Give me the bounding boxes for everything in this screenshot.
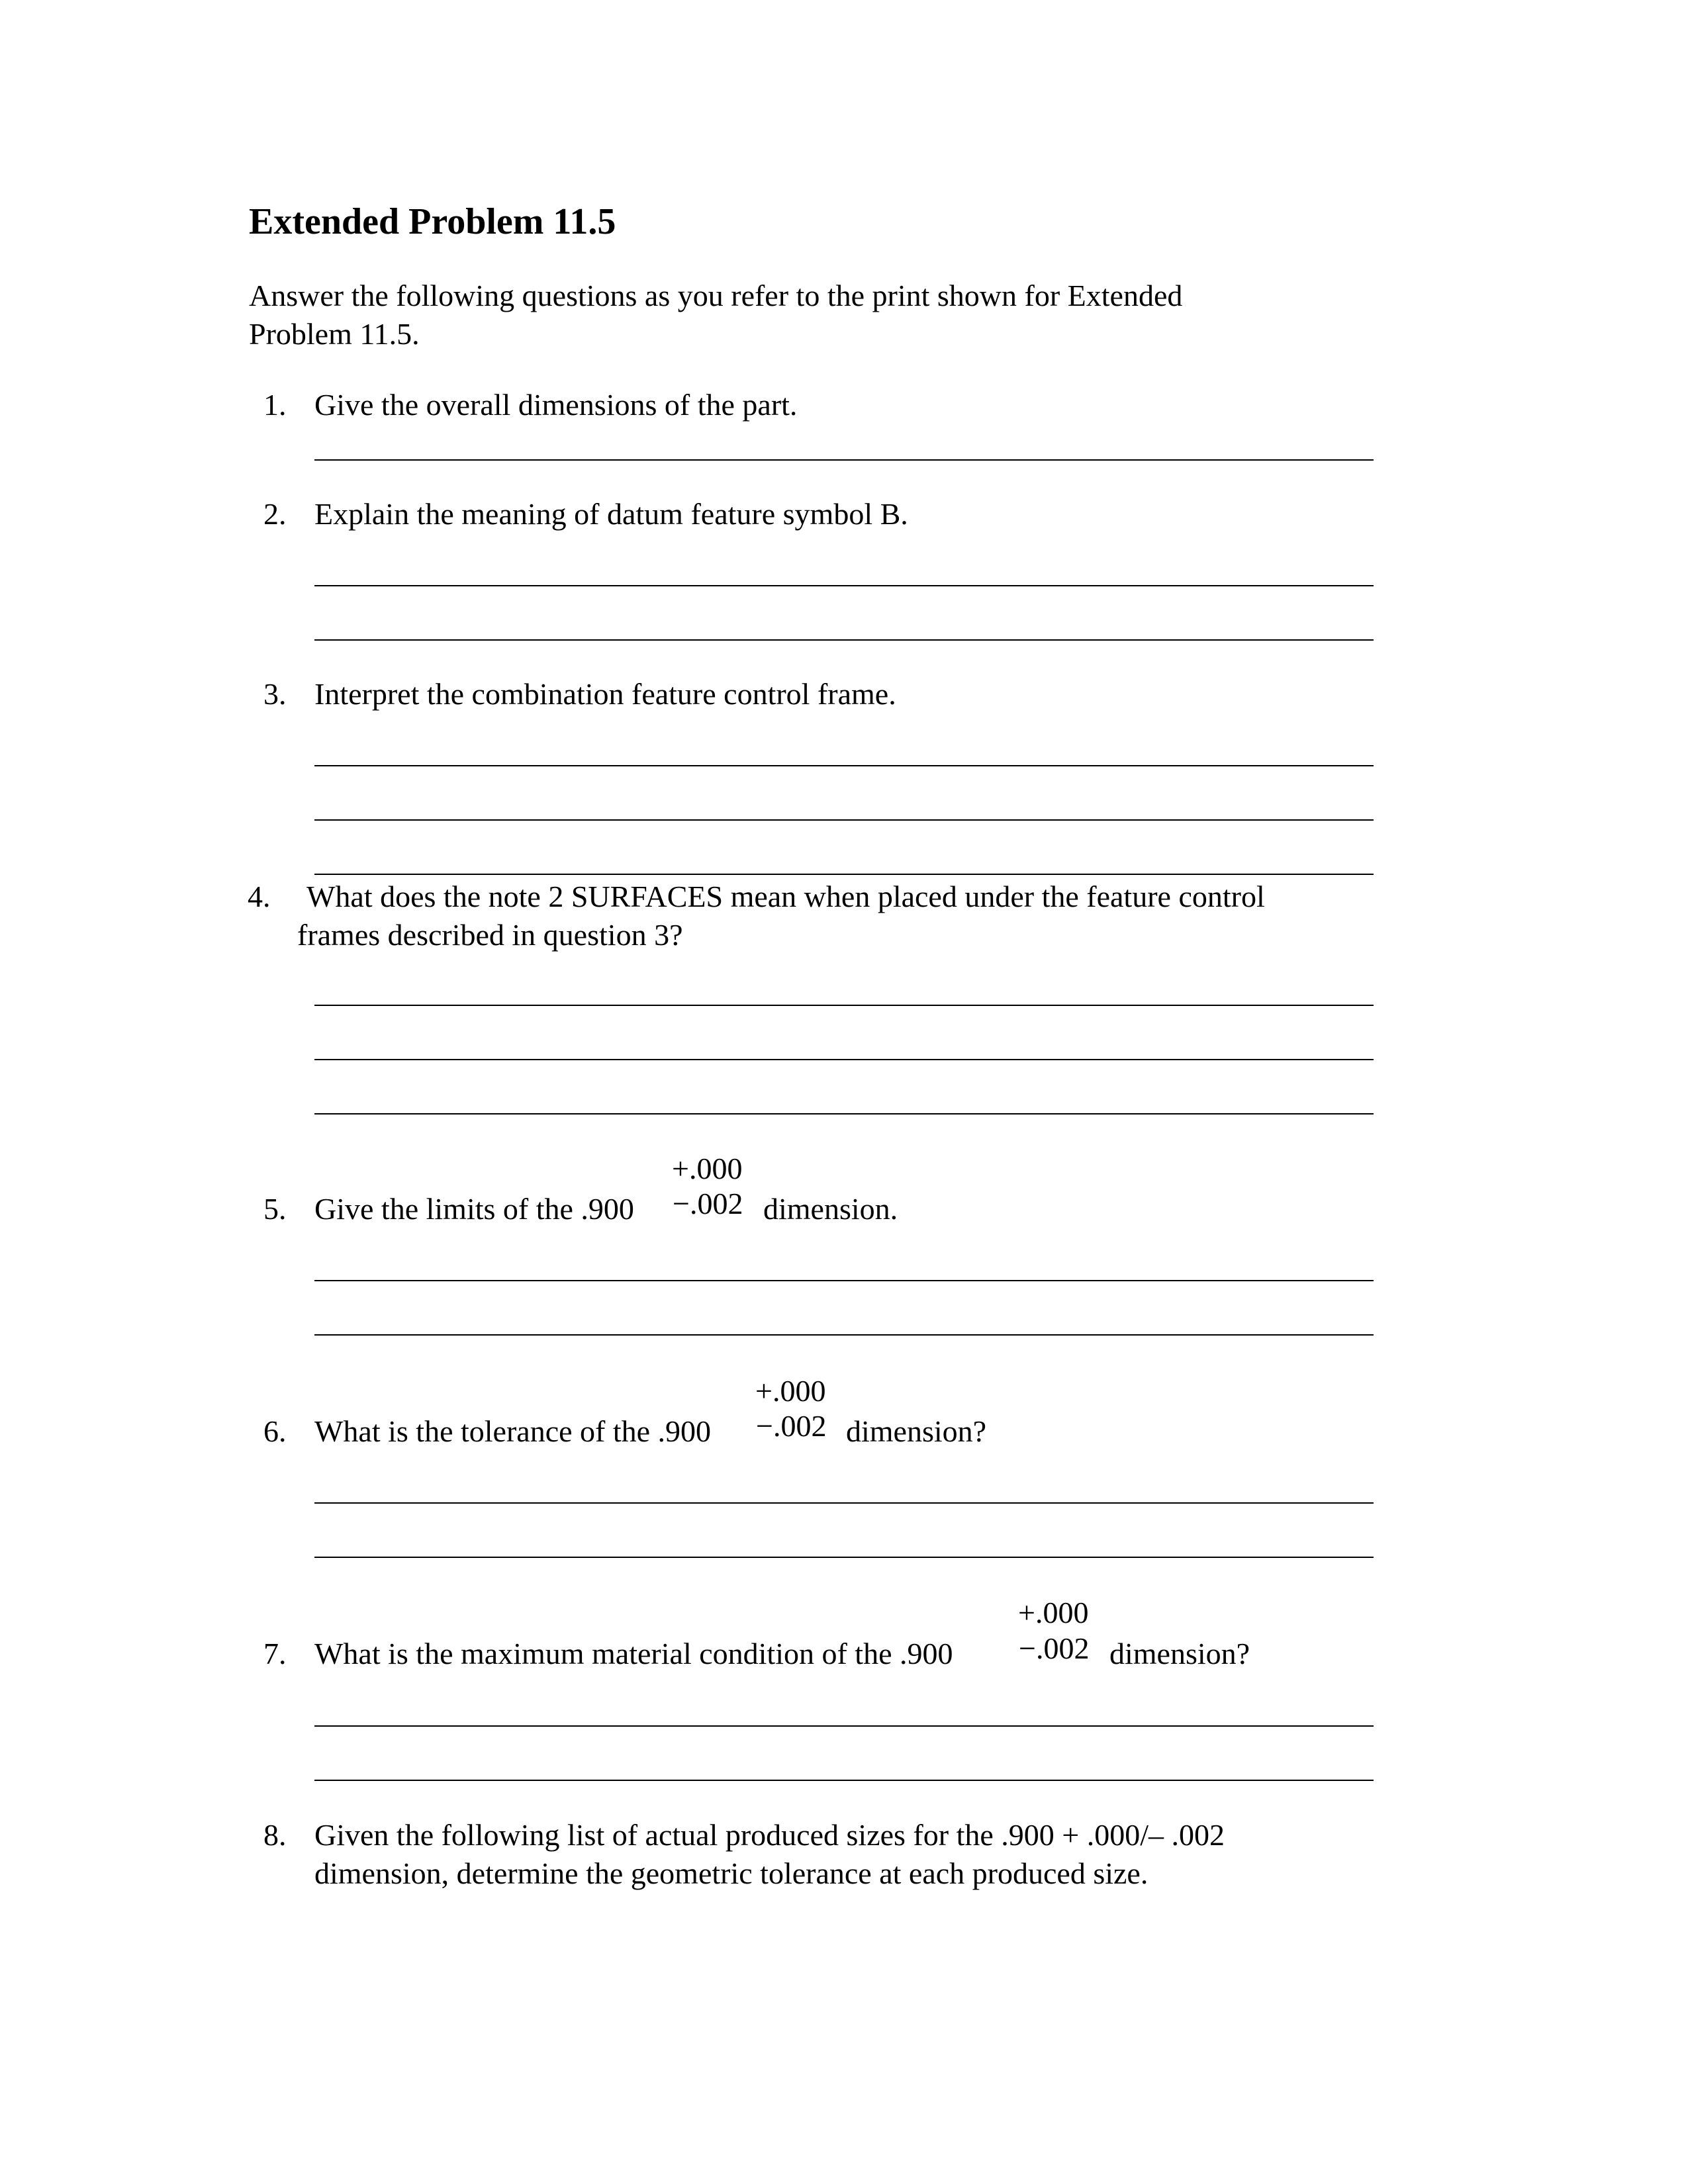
answer-line[interactable] bbox=[314, 1502, 1374, 1504]
answer-line[interactable] bbox=[314, 459, 1374, 461]
answer-line[interactable] bbox=[314, 1005, 1374, 1006]
question-number: 8. bbox=[263, 1818, 287, 1852]
question-text-line-1: What does the note 2 SURFACES mean when placed under the feature control bbox=[306, 880, 1265, 913]
question-text-suffix: dimension? bbox=[1109, 1637, 1250, 1670]
page-title: Extended Problem 11.5 bbox=[249, 201, 616, 242]
answer-line[interactable] bbox=[314, 765, 1374, 766]
tolerance-minus: −.002 bbox=[1019, 1631, 1090, 1665]
question-number: 3. bbox=[263, 677, 287, 711]
question-text: What is the maximum material condition of the .900 bbox=[314, 1637, 953, 1670]
question-number: 6. bbox=[263, 1414, 287, 1448]
intro-line-1: Answer the following questions as you refer to the print shown for Extended bbox=[249, 279, 1183, 312]
question-text-line-2: frames described in question 3? bbox=[297, 918, 683, 952]
answer-line[interactable] bbox=[314, 1557, 1374, 1558]
question-text: Explain the meaning of datum feature symbol B. bbox=[314, 497, 908, 531]
answer-line[interactable] bbox=[314, 639, 1374, 641]
question-text: Interpret the combination feature control frame. bbox=[314, 677, 896, 711]
answer-line[interactable] bbox=[314, 1059, 1374, 1060]
question-number: 1. bbox=[263, 388, 287, 422]
tolerance-plus: +.000 bbox=[755, 1374, 826, 1408]
question-text-suffix: dimension. bbox=[763, 1192, 898, 1226]
question-text: What is the tolerance of the .900 bbox=[314, 1414, 712, 1448]
question-text: Give the limits of the .900 bbox=[314, 1192, 634, 1226]
question-text: Give the overall dimensions of the part. bbox=[314, 388, 798, 422]
question-number: 2. bbox=[263, 497, 287, 531]
answer-line[interactable] bbox=[314, 1280, 1374, 1281]
answer-line[interactable] bbox=[314, 1334, 1374, 1336]
answer-line[interactable] bbox=[314, 585, 1374, 586]
intro-line-2: Problem 11.5. bbox=[249, 317, 420, 351]
answer-line[interactable] bbox=[314, 874, 1374, 875]
tolerance-minus: −.002 bbox=[756, 1409, 827, 1443]
tolerance-minus: −.002 bbox=[673, 1187, 743, 1220]
question-text-line-2: dimension, determine the geometric tolerance at each produced size. bbox=[314, 1856, 1149, 1890]
answer-line[interactable] bbox=[314, 1113, 1374, 1115]
question-number: 7. bbox=[263, 1637, 287, 1670]
answer-line[interactable] bbox=[314, 1725, 1374, 1727]
question-number: 5. bbox=[263, 1192, 287, 1226]
tolerance-plus: +.000 bbox=[1018, 1596, 1089, 1629]
question-number: 4. bbox=[248, 880, 271, 913]
question-text-suffix: dimension? bbox=[846, 1414, 987, 1448]
question-text-line-1: Given the following list of actual produced sizes for the .900 + .000/– .002 bbox=[314, 1818, 1225, 1852]
answer-line[interactable] bbox=[314, 1780, 1374, 1781]
tolerance-plus: +.000 bbox=[672, 1152, 743, 1185]
answer-line[interactable] bbox=[314, 819, 1374, 821]
